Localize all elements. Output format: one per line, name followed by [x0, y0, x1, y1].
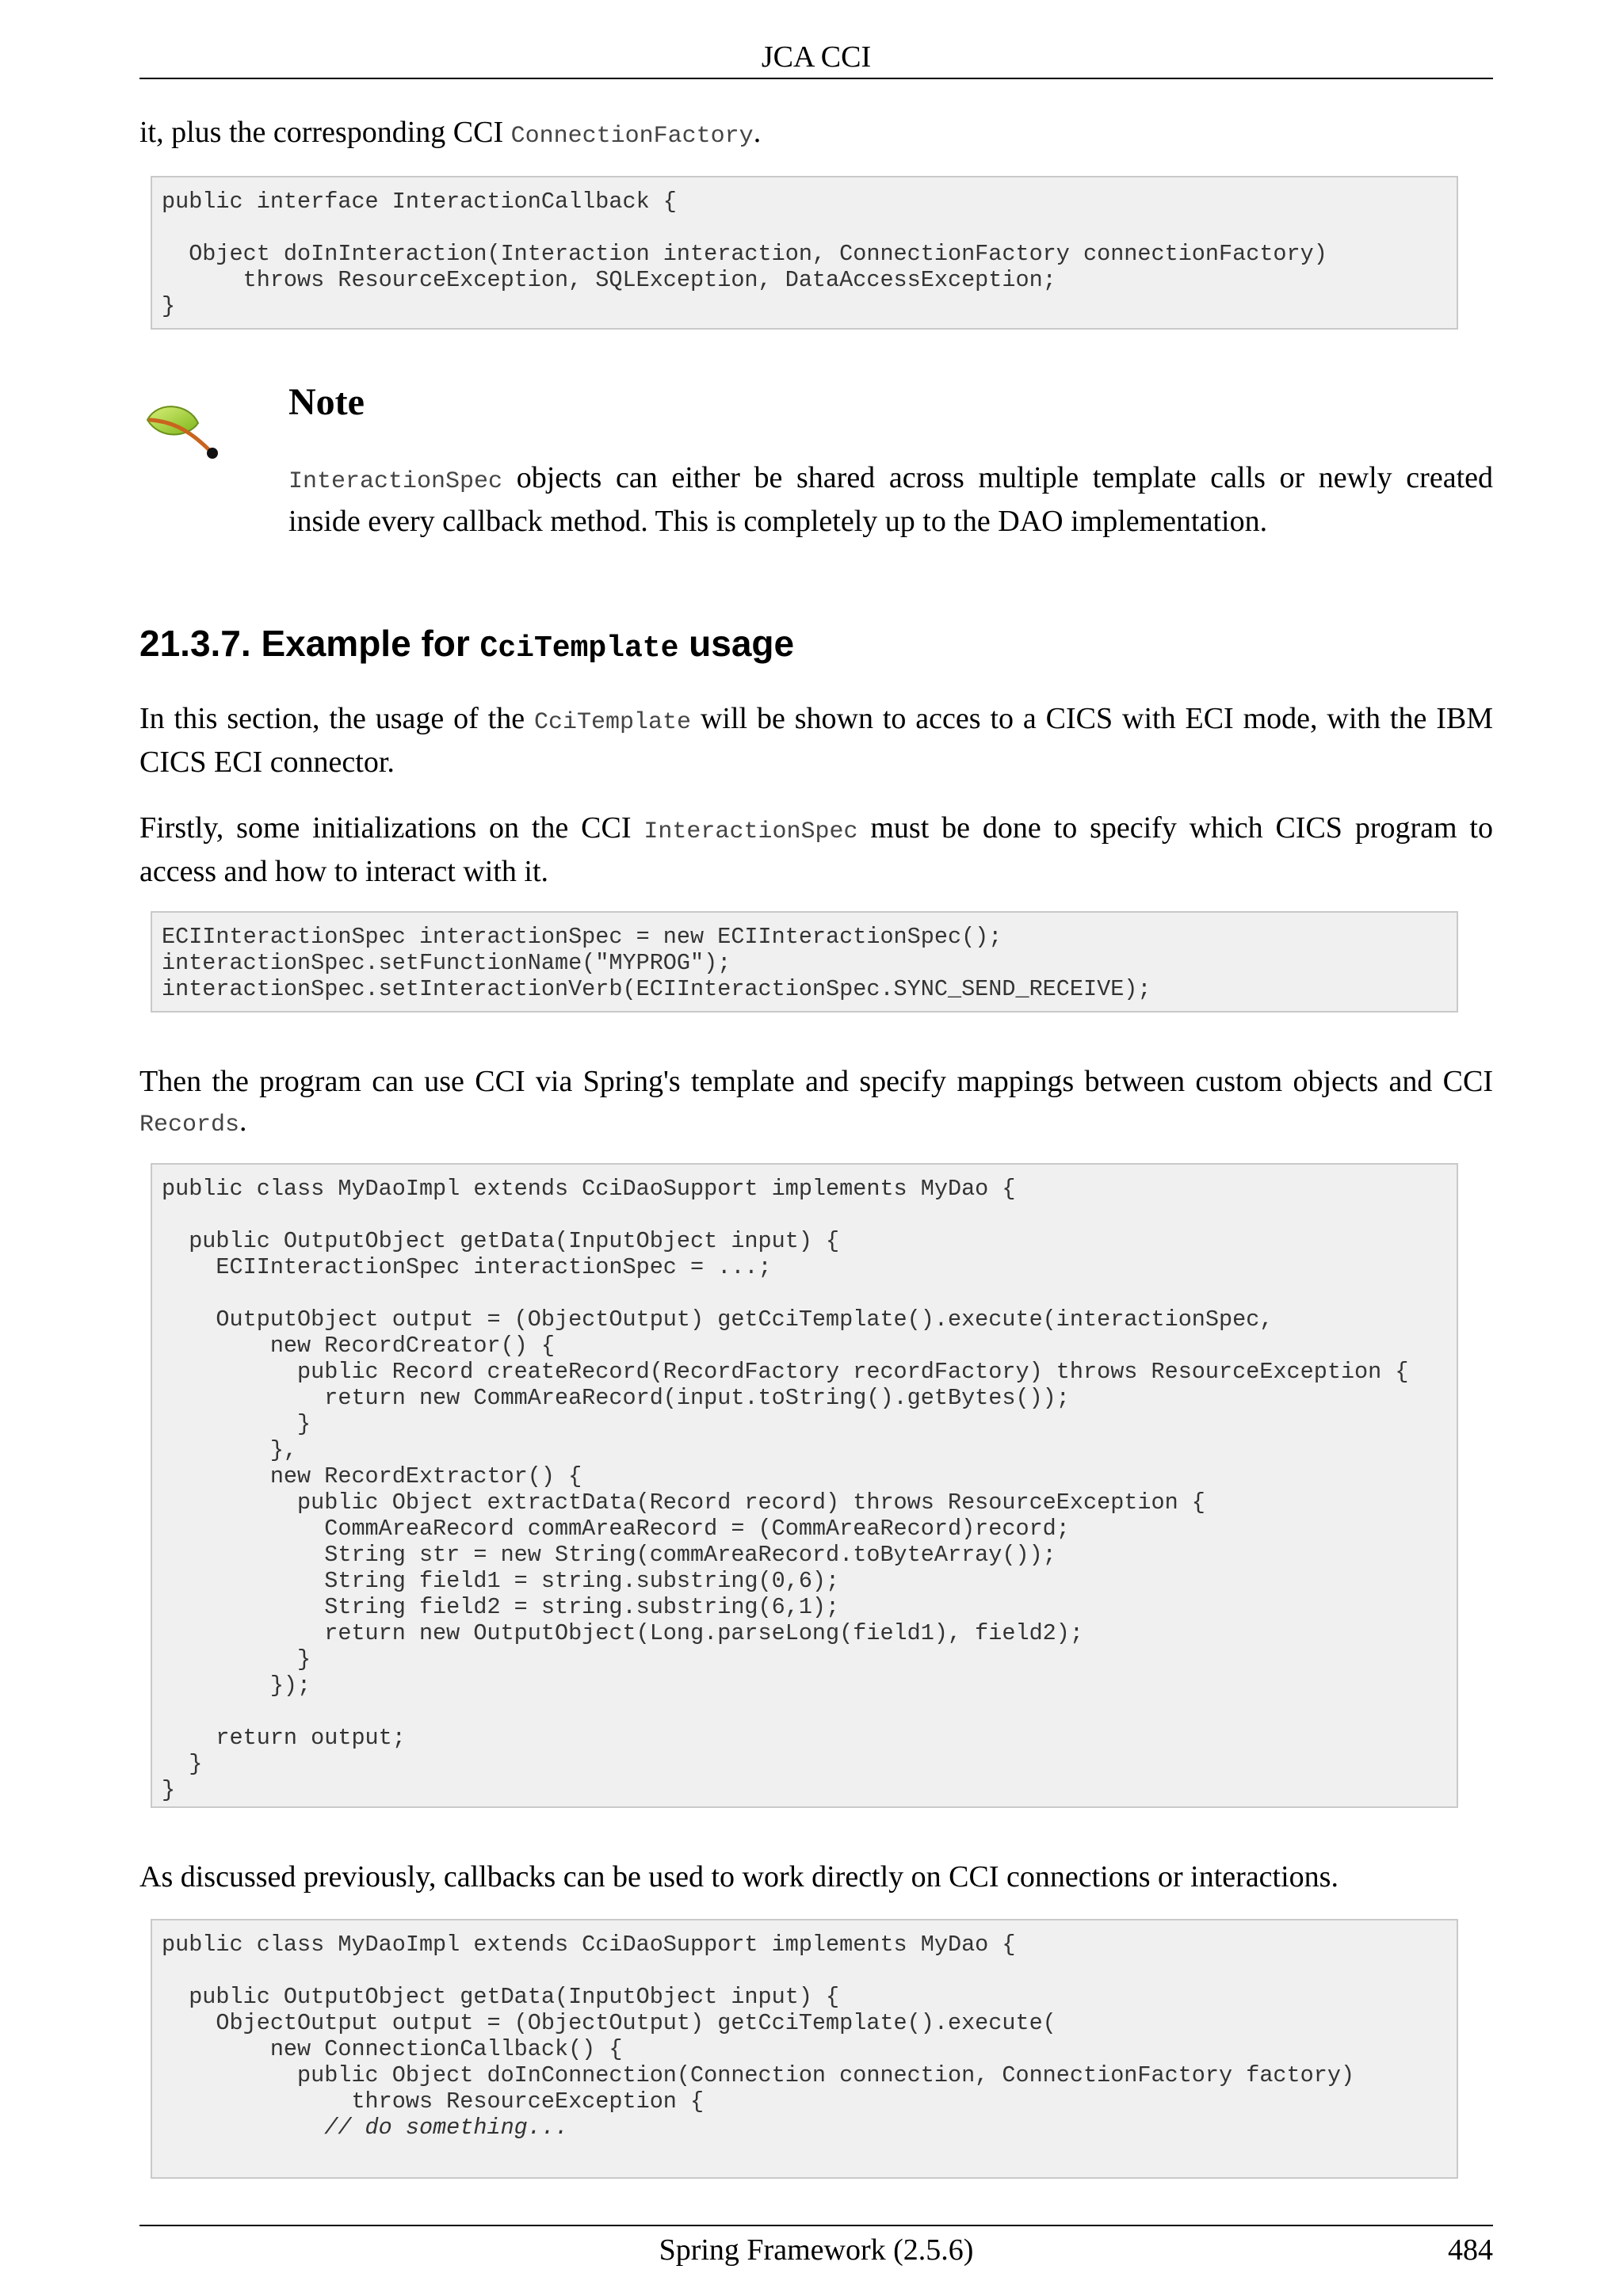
- p3-text-b: .: [239, 1104, 247, 1138]
- code-lines: public class MyDaoImpl extends CciDaoSupport implements MyDao { public OutputObject getData(InputObject input) { ObjectOutput output = (ObjectOutput) getCciTemplate().execute( new ConnectionCallback() { public Object doInConnection(Connection connection, ConnectionFactory factory) throws ResourceException {: [162, 1932, 1355, 2115]
- p3-code: Records: [139, 1112, 240, 1138]
- page-number: 484: [1448, 2233, 1493, 2267]
- heading-code: CciTemplate: [479, 631, 679, 666]
- code-block-connection-callback: [151, 1919, 1458, 2179]
- p1-text-a: In this section, the usage of the: [139, 702, 534, 735]
- code-block-dao-impl: [151, 1163, 1458, 1808]
- code-block-interaction-callback: [151, 176, 1458, 330]
- leaf-icon: [143, 396, 230, 467]
- intro-end: .: [753, 116, 762, 149]
- p2-text-a: Firstly, some initializations on the CCI: [139, 811, 644, 845]
- p2-code: InteractionSpec: [643, 818, 858, 845]
- note-text: objects can either be shared across multiple template calls or newly created inside every callback method. This is completely up to the DAO implementation.: [288, 461, 1493, 538]
- section-heading: [139, 620, 794, 673]
- p3-text-a: Then the program can use CCI via Spring's template and specify mappings between custom objects and CCI: [139, 1065, 1493, 1098]
- code-text: [162, 1932, 1447, 2141]
- intro-code: ConnectionFactory: [510, 123, 754, 150]
- code-text: public class MyDaoImpl extends CciDaoSupport implements MyDao { public OutputObject getData(InputObject input) { ECIInteractionSpec interactionSpec = ...; OutputObject output = (ObjectOutput) getCciTemplate().execute(interactionSpec, new RecordCreator() { public Record createRecord(RecordFactory recordFactory) throws ResourceException { return new CommAreaRecord(input.toString().getBytes()); } }, new RecordExtractor() { public Object extractData(Record record) throws ResourceException { CommAreaRecord commAreaRecord = (CommAreaRecord)record; String str = new String(commAreaRecord.toByteArray()); String field1 = string.substring(0,6); String field2 = string.substring(6,1); return new OutputObject(Long.parseLong(field1), field2); } }); return output; } }: [162, 1176, 1409, 1803]
- paragraph-template-mappings: [139, 1062, 1493, 1145]
- p2-text-b: must be done to specify which CICS program to access and how to interact with it.: [139, 811, 1493, 888]
- paragraph-cci-template-usage: [139, 699, 1493, 782]
- note-code: InteractionSpec: [288, 468, 503, 495]
- intro-paragraph: [139, 113, 1493, 156]
- header-rule: [139, 78, 1493, 79]
- code-comment: // do something...: [162, 2115, 569, 2141]
- footer-rule: [139, 2225, 1493, 2226]
- p1-text-b: will be shown to acces to a CICS with ECI mode, with the IBM CICS ECI connector.: [139, 702, 1493, 779]
- intro-text: it, plus the corresponding CCI: [139, 116, 511, 149]
- code-block-interaction-spec: [151, 911, 1458, 1013]
- code-text: public interface InteractionCallback { Object doInInteraction(Interaction interaction, ConnectionFactory connectionFactory) throws ResourceException, SQLException, DataAccessException; }: [162, 189, 1327, 319]
- code-text: ECIInteractionSpec interactionSpec = new ECIInteractionSpec(); interactionSpec.setFunctionName("MYPROG"); interactionSpec.setInteractionVerb(ECIInteractionSpec.SYNC_SEND_RECEIVE);: [162, 924, 1151, 1002]
- heading-prefix: 21.3.7. Example for: [139, 623, 480, 664]
- paragraph-callbacks: As discussed previously, callbacks can be used to work directly on CCI connections or interactions.: [139, 1860, 1338, 1894]
- note-title: Note: [288, 381, 365, 423]
- note-body: [288, 458, 1493, 541]
- paragraph-initializations: [139, 808, 1493, 891]
- heading-suffix: usage: [678, 623, 795, 664]
- running-header: JCA CCI: [761, 40, 872, 74]
- footer-title: Spring Framework (2.5.6): [659, 2233, 974, 2267]
- p1-code: CciTemplate: [534, 709, 692, 736]
